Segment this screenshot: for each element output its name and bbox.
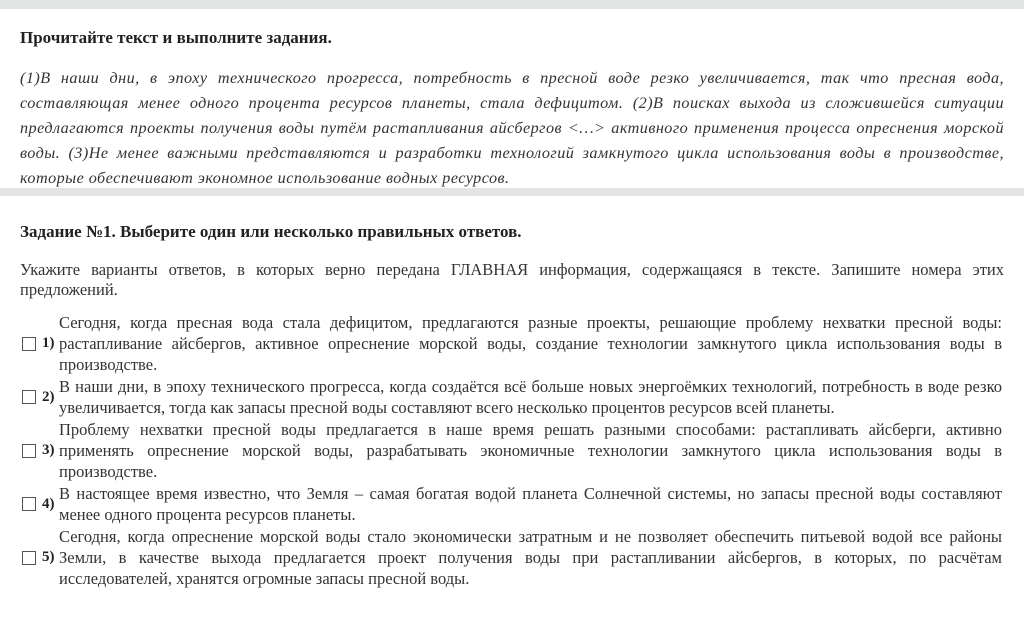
reading-passage (0, 9, 1024, 188)
option-number: 3) (42, 442, 55, 458)
passage-heading: Прочитайте текст и выполните задания. (20, 28, 332, 47)
task-heading: Задание №1. Выберите один или несколько правильных ответов. (20, 222, 522, 241)
answer-option-2 (20, 376, 1004, 418)
answer-checkbox-1[interactable] (22, 337, 36, 351)
task-instruction: Укажите варианты ответов, в которых верно передана ГЛАВНАЯ информация, содержащаяся в тексте. Запишите номера этих предложений. (20, 260, 1004, 299)
answer-checkbox-3[interactable] (22, 444, 36, 458)
answer-option-4 (20, 483, 1004, 525)
answer-options (20, 312, 1004, 589)
answer-checkbox-5[interactable] (22, 551, 36, 565)
answer-option-1 (20, 312, 1004, 375)
top-divider-band (0, 0, 1024, 9)
answer-option-5 (20, 526, 1004, 589)
task-1 (0, 196, 1024, 589)
option-text: Проблему нехватки пресной воды предлагается в наше время решать разными способами: растапливать айсберги, активно применять опреснение морской воды, разрабатывать экономичные технологии замкнутого цикла использования воды в производстве. (59, 420, 1002, 481)
option-number: 4) (42, 495, 55, 512)
answer-checkbox-4[interactable] (22, 497, 36, 511)
option-number: 5) (42, 549, 55, 565)
option-text: Сегодня, когда пресная вода стала дефицитом, предлагаются разные проекты, решающие проблему нехватки пресной воды: растапливание айсбергов, активное опреснение морской воды, создание технологии замкнутого цикла использования воды в производстве. (59, 313, 1002, 374)
option-text: Сегодня, когда опреснение морской воды стало экономически затратным и не позволяет обеспечить питьевой водой все районы Земли, в качестве выхода предлагается проект получения воды при растапливании айсбергов, в которых, по расчётам исследователей, хранятся огромные запасы пресной воды. (59, 527, 1002, 588)
answer-option-3 (20, 419, 1004, 482)
answer-checkbox-2[interactable] (22, 390, 36, 404)
option-number: 2) (42, 388, 55, 405)
passage-text: (1)В наши дни, в эпоху технического прогресса, потребность в пресной воде резко увеличивается, так что пресная вода, составляющая менее одного процента ресурсов планеты, стала дефицитом. (2)В поисках выхода из сложившейся ситуации предлагаются проекты получения воды путём растапливания айсбергов <…> активного применения процесса опреснения морской воды. (3)Не менее важными представляются и разработки технологий замкнутого цикла использования воды в производстве, которые обеспечивают экономное использование водных ресурсов. (20, 69, 1004, 187)
option-number: 1) (42, 335, 55, 351)
option-text: В наши дни, в эпоху технического прогресса, когда создаётся всё больше новых энергоёмких технологий, потребность в воде резко увеличивается, тогда как запасы пресной воды составляют всего несколько процентов ресурсов всей планеты. (59, 377, 1002, 417)
option-text: В настоящее время известно, что Земля – самая богатая водой планета Солнечной системы, но запасы пресной воды составляют менее одного процента ресурсов планеты. (59, 484, 1002, 524)
